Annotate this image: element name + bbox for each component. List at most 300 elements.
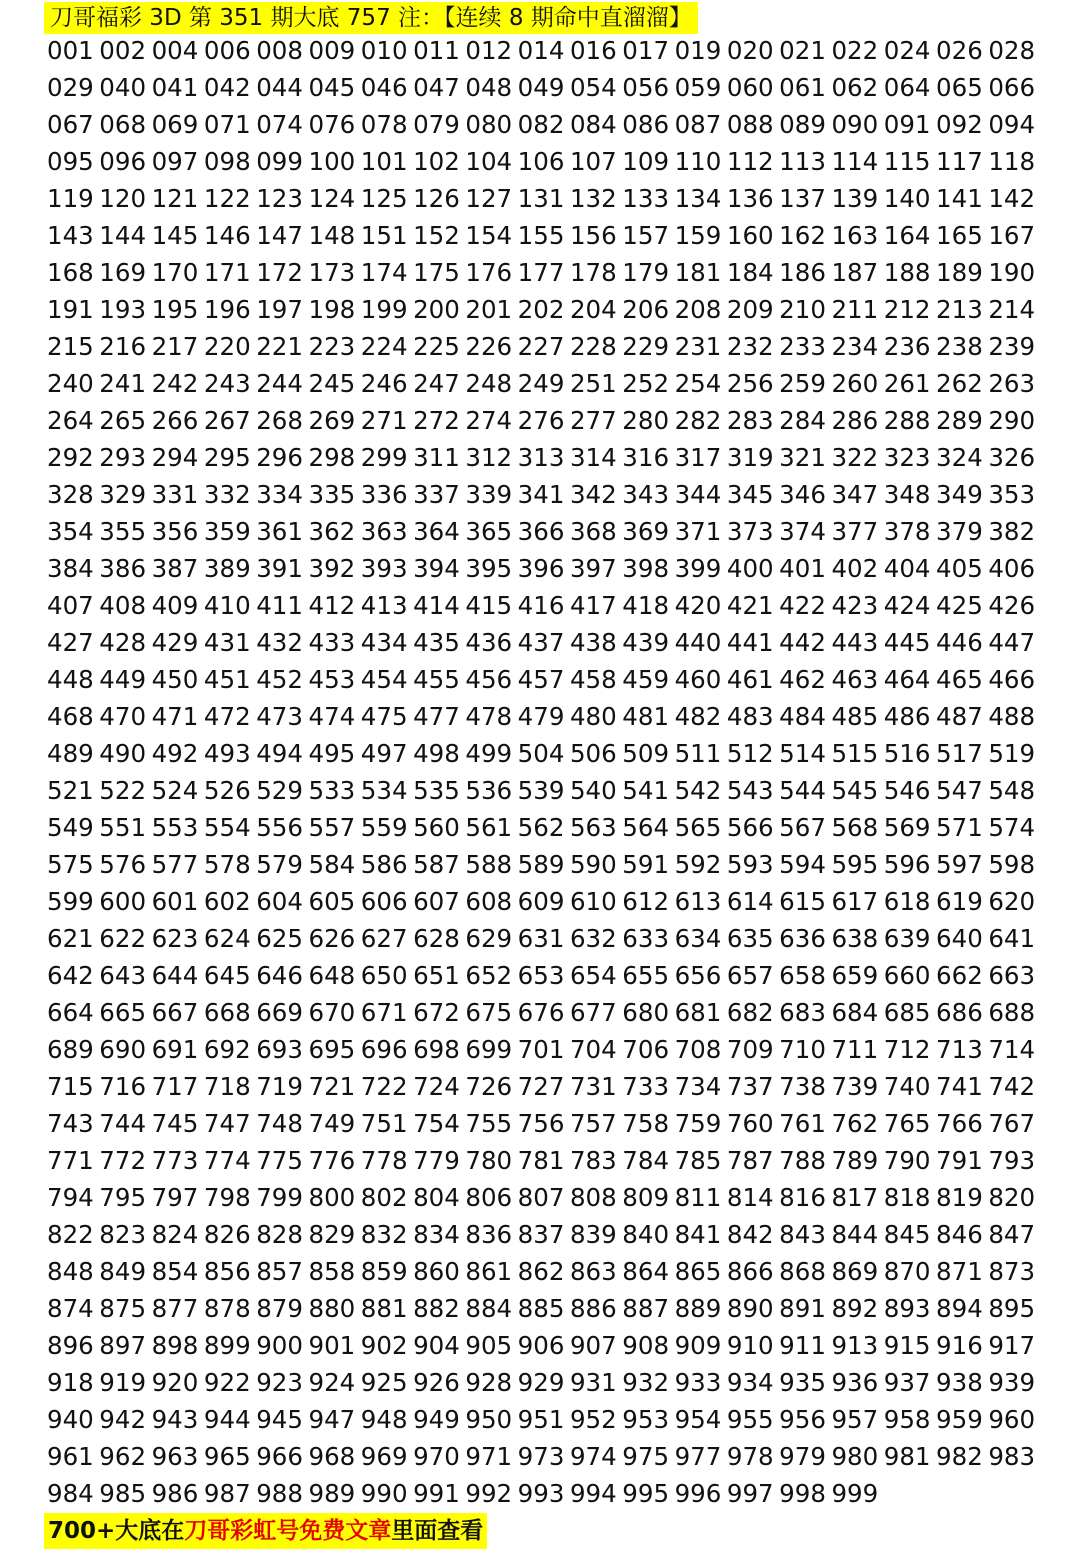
number-item: 143 (47, 221, 94, 250)
number-item: 329 (99, 480, 147, 509)
number-item: 080 (465, 110, 513, 139)
number-item: 133 (622, 184, 670, 213)
number-item: 591 (622, 850, 670, 879)
number-item: 885 (517, 1294, 565, 1323)
number-item: 499 (465, 739, 513, 768)
number-item: 981 (883, 1442, 931, 1471)
number-item: 434 (360, 628, 408, 657)
number-item: 938 (936, 1368, 983, 1397)
number-item: 232 (726, 332, 774, 361)
number-item: 857 (256, 1257, 303, 1286)
number-item: 220 (203, 332, 251, 361)
number-item: 920 (151, 1368, 199, 1397)
number-item: 975 (622, 1442, 670, 1471)
number-item: 425 (936, 591, 983, 620)
number-item: 710 (779, 1035, 826, 1064)
number-item: 016 (569, 36, 617, 65)
number-item: 937 (883, 1368, 931, 1397)
number-item: 882 (413, 1294, 460, 1323)
number-item: 060 (726, 73, 774, 102)
number-item: 740 (883, 1072, 931, 1101)
number-item: 245 (308, 369, 356, 398)
number-item: 840 (622, 1220, 670, 1249)
number-item: 436 (465, 628, 513, 657)
number-item: 817 (831, 1183, 879, 1212)
number-item: 042 (203, 73, 251, 102)
number-item: 054 (569, 73, 617, 102)
number-item: 731 (569, 1072, 617, 1101)
number-item: 241 (99, 369, 147, 398)
number-item: 586 (360, 850, 408, 879)
number-item: 417 (569, 591, 617, 620)
number-item: 590 (569, 850, 617, 879)
number-item: 893 (883, 1294, 931, 1323)
number-item: 571 (936, 813, 983, 842)
number-item: 822 (47, 1220, 94, 1249)
number-item: 196 (203, 295, 251, 324)
number-item: 706 (622, 1035, 670, 1064)
number-item: 296 (256, 443, 303, 472)
number-item: 999 (831, 1479, 879, 1508)
number-item: 762 (831, 1109, 879, 1138)
number-item: 461 (726, 665, 774, 694)
number-item: 977 (674, 1442, 722, 1471)
number-item: 261 (883, 369, 931, 398)
number-item: 973 (517, 1442, 565, 1471)
number-item: 282 (674, 406, 722, 435)
number-item: 640 (936, 924, 983, 953)
number-item: 147 (256, 221, 303, 250)
number-item: 101 (360, 147, 408, 176)
number-item: 895 (988, 1294, 1036, 1323)
number-item: 890 (726, 1294, 774, 1323)
number-item: 233 (779, 332, 826, 361)
number-item: 886 (569, 1294, 617, 1323)
number-item: 139 (831, 184, 879, 213)
number-item: 418 (622, 591, 670, 620)
number-item: 056 (622, 73, 670, 102)
number-item: 965 (203, 1442, 251, 1471)
number-row (47, 846, 1047, 883)
number-item: 660 (883, 961, 931, 990)
number-item: 908 (622, 1331, 670, 1360)
number-item: 215 (47, 332, 94, 361)
number-item: 978 (726, 1442, 774, 1471)
number-item: 807 (517, 1183, 565, 1212)
number-item: 562 (517, 813, 565, 842)
number-item: 569 (883, 813, 931, 842)
number-item: 699 (465, 1035, 513, 1064)
number-row (47, 365, 1047, 402)
number-item: 986 (151, 1479, 199, 1508)
number-item: 779 (413, 1146, 460, 1175)
number-item: 065 (936, 73, 983, 102)
number-row (47, 1142, 1047, 1179)
number-item: 009 (308, 36, 356, 65)
number-row (47, 661, 1047, 698)
number-item: 949 (413, 1405, 460, 1434)
number-row (47, 476, 1047, 513)
footer-highlight-link[interactable]: 刀哥彩虹号免费文章 (184, 1518, 392, 1544)
number-item: 691 (151, 1035, 199, 1064)
number-item: 271 (360, 406, 408, 435)
number-item: 216 (99, 332, 147, 361)
number-item: 406 (988, 554, 1036, 583)
number-item: 454 (360, 665, 408, 694)
number-item: 961 (47, 1442, 94, 1471)
number-item: 001 (47, 36, 94, 65)
number-item: 084 (569, 110, 617, 139)
number-item: 704 (569, 1035, 617, 1064)
number-item: 617 (831, 887, 879, 916)
number-item: 429 (151, 628, 199, 657)
number-item: 974 (569, 1442, 617, 1471)
number-item: 089 (779, 110, 826, 139)
number-item: 918 (47, 1368, 94, 1397)
number-item: 504 (517, 739, 565, 768)
number-item: 212 (883, 295, 931, 324)
number-item: 311 (413, 443, 460, 472)
number-item: 442 (779, 628, 826, 657)
number-item: 248 (465, 369, 513, 398)
number-item: 563 (569, 813, 617, 842)
number-item: 168 (47, 258, 94, 287)
number-item: 846 (936, 1220, 983, 1249)
number-item: 006 (203, 36, 251, 65)
number-item: 671 (360, 998, 408, 1027)
number-item: 757 (569, 1109, 617, 1138)
number-item: 818 (883, 1183, 931, 1212)
number-item: 607 (413, 887, 460, 916)
number-row (47, 291, 1047, 328)
number-item: 195 (151, 295, 199, 324)
footer-prefix: 700+大底在 (48, 1518, 185, 1544)
number-item: 225 (413, 332, 460, 361)
number-item: 266 (151, 406, 199, 435)
number-item: 131 (517, 184, 565, 213)
number-item: 717 (151, 1072, 199, 1101)
number-item: 848 (47, 1257, 94, 1286)
number-item: 910 (726, 1331, 774, 1360)
number-item: 592 (674, 850, 722, 879)
number-item: 347 (831, 480, 879, 509)
number-item: 788 (779, 1146, 826, 1175)
number-item: 047 (413, 73, 460, 102)
number-item: 626 (308, 924, 356, 953)
number-item: 157 (622, 221, 670, 250)
number-item: 613 (674, 887, 722, 916)
number-item: 936 (831, 1368, 879, 1397)
number-item: 242 (151, 369, 199, 398)
number-item: 024 (883, 36, 931, 65)
number-item: 751 (360, 1109, 408, 1138)
number-item: 127 (465, 184, 513, 213)
number-item: 445 (883, 628, 931, 657)
number-item: 719 (256, 1072, 303, 1101)
number-item: 772 (99, 1146, 147, 1175)
number-item: 521 (47, 776, 94, 805)
number-item: 399 (674, 554, 722, 583)
number-item: 962 (99, 1442, 147, 1471)
number-item: 334 (256, 480, 303, 509)
number-item: 677 (569, 998, 617, 1027)
number-item: 816 (779, 1183, 826, 1212)
number-item: 199 (360, 295, 408, 324)
number-item: 686 (936, 998, 983, 1027)
number-item: 887 (622, 1294, 670, 1323)
number-item: 791 (936, 1146, 983, 1175)
number-item: 641 (988, 924, 1036, 953)
number-row (47, 994, 1047, 1031)
number-item: 519 (988, 739, 1036, 768)
number-item: 090 (831, 110, 879, 139)
number-row (47, 513, 1047, 550)
number-item: 708 (674, 1035, 722, 1064)
number-item: 931 (569, 1368, 617, 1397)
number-item: 631 (517, 924, 565, 953)
number-item: 146 (203, 221, 251, 250)
number-item: 485 (831, 702, 879, 731)
number-item: 832 (360, 1220, 408, 1249)
number-item: 849 (99, 1257, 147, 1286)
number-item: 167 (988, 221, 1036, 250)
number-item: 871 (936, 1257, 983, 1286)
number-item: 064 (883, 73, 931, 102)
number-item: 391 (256, 554, 303, 583)
number-item: 682 (726, 998, 774, 1027)
number-item: 328 (47, 480, 94, 509)
number-item: 992 (465, 1479, 513, 1508)
number-item: 378 (883, 517, 931, 546)
number-item: 011 (413, 36, 460, 65)
number-item: 107 (569, 147, 617, 176)
number-item: 614 (726, 887, 774, 916)
number-item: 124 (308, 184, 356, 213)
number-item: 365 (465, 517, 513, 546)
number-item: 326 (988, 443, 1036, 472)
number-item: 292 (47, 443, 94, 472)
number-item: 210 (779, 295, 826, 324)
number-item: 298 (308, 443, 356, 472)
number-item: 655 (622, 961, 670, 990)
number-item: 366 (517, 517, 565, 546)
number-item: 621 (47, 924, 94, 953)
number-item: 121 (151, 184, 199, 213)
number-item: 761 (779, 1109, 826, 1138)
number-item: 299 (360, 443, 408, 472)
number-item: 324 (936, 443, 983, 472)
number-item: 899 (203, 1331, 251, 1360)
number-item: 420 (674, 591, 722, 620)
number-item: 869 (831, 1257, 879, 1286)
number-item: 541 (622, 776, 670, 805)
number-item: 049 (517, 73, 565, 102)
number-item: 481 (622, 702, 670, 731)
number-item: 747 (203, 1109, 251, 1138)
number-row (47, 957, 1047, 994)
number-item: 925 (360, 1368, 408, 1397)
number-item: 594 (779, 850, 826, 879)
number-item: 231 (674, 332, 722, 361)
number-item: 683 (779, 998, 826, 1027)
number-item: 739 (831, 1072, 879, 1101)
number-item: 808 (569, 1183, 617, 1212)
number-item: 045 (308, 73, 356, 102)
number-item: 074 (256, 110, 303, 139)
number-item: 426 (988, 591, 1036, 620)
number-item: 289 (936, 406, 983, 435)
number-row (47, 402, 1047, 439)
number-item: 096 (99, 147, 147, 176)
number-item: 680 (622, 998, 670, 1027)
number-item: 676 (517, 998, 565, 1027)
number-item: 322 (831, 443, 879, 472)
number-item: 597 (936, 850, 983, 879)
number-item: 486 (883, 702, 931, 731)
number-item: 400 (726, 554, 774, 583)
number-item: 997 (726, 1479, 774, 1508)
number-item: 114 (831, 147, 879, 176)
number-item: 995 (622, 1479, 670, 1508)
number-item: 197 (256, 295, 303, 324)
number-item: 475 (360, 702, 408, 731)
number-item: 239 (988, 332, 1036, 361)
number-item: 924 (308, 1368, 356, 1397)
number-item: 593 (726, 850, 774, 879)
number-item: 579 (256, 850, 303, 879)
number-item: 208 (674, 295, 722, 324)
number-item: 836 (465, 1220, 513, 1249)
number-item: 202 (517, 295, 565, 324)
number-item: 402 (831, 554, 879, 583)
number-item: 246 (360, 369, 408, 398)
number-item: 534 (360, 776, 408, 805)
number-item: 556 (256, 813, 303, 842)
number-row (47, 550, 1047, 587)
number-item: 644 (151, 961, 199, 990)
number-item: 865 (674, 1257, 722, 1286)
number-item: 712 (883, 1035, 931, 1064)
number-item: 141 (936, 184, 983, 213)
number-item: 858 (308, 1257, 356, 1286)
number-item: 410 (203, 591, 251, 620)
number-item: 979 (779, 1442, 826, 1471)
number-item: 915 (883, 1331, 931, 1360)
number-item: 359 (203, 517, 251, 546)
number-item: 870 (883, 1257, 931, 1286)
number-item: 919 (99, 1368, 147, 1397)
number-item: 512 (726, 739, 774, 768)
number-item: 564 (622, 813, 670, 842)
number-item: 866 (726, 1257, 774, 1286)
number-item: 713 (936, 1035, 983, 1064)
number-item: 061 (779, 73, 826, 102)
number-item: 272 (413, 406, 460, 435)
number-item: 487 (936, 702, 983, 731)
number-item: 172 (256, 258, 303, 287)
number-item: 079 (413, 110, 460, 139)
number-item: 514 (779, 739, 826, 768)
number-item: 398 (622, 554, 670, 583)
number-item: 494 (256, 739, 303, 768)
number-item: 804 (413, 1183, 460, 1212)
number-item: 953 (622, 1405, 670, 1434)
number-item: 651 (413, 961, 460, 990)
number-row (47, 624, 1047, 661)
number-item: 452 (256, 665, 303, 694)
number-item: 450 (151, 665, 199, 694)
number-item: 493 (203, 739, 251, 768)
number-item: 102 (413, 147, 460, 176)
number-item: 576 (99, 850, 147, 879)
number-item: 017 (622, 36, 670, 65)
number-item: 634 (674, 924, 722, 953)
number-item: 404 (883, 554, 931, 583)
number-item: 066 (988, 73, 1036, 102)
number-item: 543 (726, 776, 774, 805)
number-item: 439 (622, 628, 670, 657)
number-item: 900 (256, 1331, 303, 1360)
number-item: 263 (988, 369, 1036, 398)
number-item: 163 (831, 221, 879, 250)
number-item: 969 (360, 1442, 408, 1471)
number-item: 601 (151, 887, 199, 916)
number-item: 021 (779, 36, 826, 65)
number-item: 793 (988, 1146, 1036, 1175)
number-item: 431 (203, 628, 251, 657)
number-item: 595 (831, 850, 879, 879)
number-item: 881 (360, 1294, 408, 1323)
number-item: 577 (151, 850, 199, 879)
number-item: 477 (413, 702, 460, 731)
number-item: 277 (569, 406, 617, 435)
number-item: 669 (256, 998, 303, 1027)
number-item: 956 (779, 1405, 826, 1434)
number-item: 618 (883, 887, 931, 916)
number-item: 837 (517, 1220, 565, 1249)
number-item: 589 (517, 850, 565, 879)
number-item: 759 (674, 1109, 722, 1138)
number-item: 998 (779, 1479, 826, 1508)
number-row (47, 1105, 1047, 1142)
number-item: 625 (256, 924, 303, 953)
number-item: 690 (99, 1035, 147, 1064)
number-item: 814 (726, 1183, 774, 1212)
number-item: 313 (517, 443, 565, 472)
number-item: 159 (674, 221, 722, 250)
number-item: 878 (203, 1294, 251, 1323)
number-item: 382 (988, 517, 1036, 546)
number-item: 862 (517, 1257, 565, 1286)
number-item: 698 (413, 1035, 460, 1064)
number-item: 178 (569, 258, 617, 287)
number-item: 269 (308, 406, 356, 435)
number-item: 405 (936, 554, 983, 583)
number-item: 535 (413, 776, 460, 805)
number-item: 393 (360, 554, 408, 583)
number-item: 368 (569, 517, 617, 546)
number-item: 397 (569, 554, 617, 583)
number-item: 029 (47, 73, 94, 102)
number-item: 259 (779, 369, 826, 398)
number-item: 863 (569, 1257, 617, 1286)
number-item: 286 (831, 406, 879, 435)
number-item: 957 (831, 1405, 879, 1434)
number-item: 553 (151, 813, 199, 842)
number-item: 463 (831, 665, 879, 694)
number-item: 098 (203, 147, 251, 176)
number-item: 684 (831, 998, 879, 1027)
